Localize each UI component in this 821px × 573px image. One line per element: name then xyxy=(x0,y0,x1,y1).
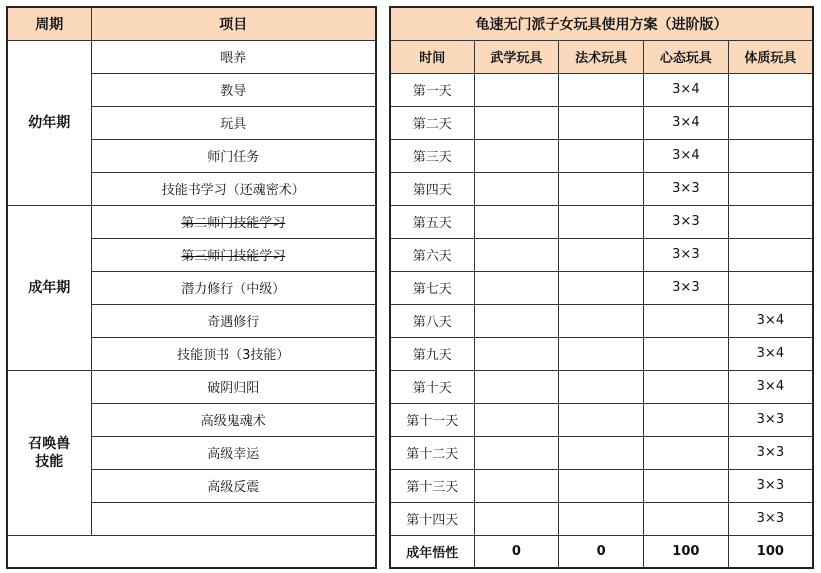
growth-period-table xyxy=(6,6,377,569)
day-cell: 第一天 xyxy=(390,73,474,106)
martial-cell xyxy=(474,436,559,469)
martial-cell xyxy=(474,271,559,304)
mind-cell: 3×3 xyxy=(644,238,729,271)
item-cell: 第三师门技能学习 xyxy=(91,238,376,271)
magic-cell xyxy=(559,205,644,238)
plan-row xyxy=(390,205,813,238)
total-label: 成年悟性 xyxy=(390,535,474,568)
plan-row xyxy=(390,73,813,106)
martial-cell xyxy=(474,139,559,172)
magic-cell xyxy=(559,73,644,106)
item-cell: 喂养 xyxy=(91,40,376,73)
martial-cell xyxy=(474,106,559,139)
period-summon-line1: 召唤兽 xyxy=(28,435,71,452)
physique-cell: 3×4 xyxy=(728,337,813,370)
physique-cell xyxy=(728,172,813,205)
day-cell: 第十四天 xyxy=(390,502,474,535)
day-cell: 第七天 xyxy=(390,271,474,304)
plan-row xyxy=(390,370,813,403)
mind-cell xyxy=(644,436,729,469)
physique-cell: 3×3 xyxy=(728,469,813,502)
empty-footer-cell xyxy=(7,535,376,568)
martial-cell xyxy=(474,403,559,436)
magic-cell xyxy=(559,304,644,337)
day-cell: 第八天 xyxy=(390,304,474,337)
mind-cell: 3×4 xyxy=(644,73,729,106)
mind-cell xyxy=(644,502,729,535)
mind-cell: 3×3 xyxy=(644,205,729,238)
period-summon-line2: 技能 xyxy=(35,453,64,470)
mind-cell: 3×4 xyxy=(644,106,729,139)
martial-cell xyxy=(474,469,559,502)
martial-cell xyxy=(474,238,559,271)
mind-cell: 3×3 xyxy=(644,172,729,205)
item-cell: 高级鬼魂术 xyxy=(91,403,376,436)
total-mind: 100 xyxy=(644,535,729,568)
physique-cell: 3×3 xyxy=(728,436,813,469)
toy-plan-table xyxy=(389,6,814,569)
day-cell: 第五天 xyxy=(390,205,474,238)
plan-row xyxy=(390,337,813,370)
plan-row xyxy=(390,403,813,436)
plan-rows xyxy=(390,73,813,535)
plan-row xyxy=(390,106,813,139)
physique-cell xyxy=(728,73,813,106)
item-cell: 高级幸运 xyxy=(91,436,376,469)
martial-cell xyxy=(474,370,559,403)
physique-cell xyxy=(728,139,813,172)
physique-cell: 3×4 xyxy=(728,370,813,403)
plan-title: 龟速无门派子女玩具使用方案（进阶版） xyxy=(390,7,813,40)
mind-cell xyxy=(644,403,729,436)
magic-cell xyxy=(559,238,644,271)
item-cell: 技能顶书（3技能） xyxy=(91,337,376,370)
item-cell: 师门任务 xyxy=(91,139,376,172)
item-cell: 破阴归阳 xyxy=(91,370,376,403)
day-cell: 第十一天 xyxy=(390,403,474,436)
plan-row xyxy=(390,502,813,535)
physique-cell: 3×3 xyxy=(728,502,813,535)
plan-row xyxy=(390,172,813,205)
physique-cell xyxy=(728,106,813,139)
header-period: 周期 xyxy=(7,7,91,40)
magic-cell xyxy=(559,106,644,139)
mind-cell xyxy=(644,304,729,337)
mind-cell xyxy=(644,337,729,370)
day-cell: 第十三天 xyxy=(390,469,474,502)
plan-row xyxy=(390,238,813,271)
physique-cell xyxy=(728,238,813,271)
mind-cell: 3×3 xyxy=(644,271,729,304)
item-cell: 潜力修行（中级） xyxy=(91,271,376,304)
period-juvenile: 幼年期 xyxy=(7,40,91,205)
physique-cell xyxy=(728,271,813,304)
plan-row xyxy=(390,139,813,172)
day-cell: 第三天 xyxy=(390,139,474,172)
day-cell: 第九天 xyxy=(390,337,474,370)
physique-cell: 3×4 xyxy=(728,304,813,337)
day-cell: 第十天 xyxy=(390,370,474,403)
col-header-physique: 体质玩具 xyxy=(728,40,813,73)
physique-cell xyxy=(728,205,813,238)
day-cell: 第二天 xyxy=(390,106,474,139)
item-cell: 高级反震 xyxy=(91,469,376,502)
col-header-time: 时间 xyxy=(390,40,474,73)
period-adult: 成年期 xyxy=(7,205,91,370)
total-physique: 100 xyxy=(728,535,813,568)
magic-cell xyxy=(559,337,644,370)
item-cell: 教导 xyxy=(91,73,376,106)
magic-cell xyxy=(559,139,644,172)
day-cell: 第四天 xyxy=(390,172,474,205)
item-cell xyxy=(91,502,376,535)
martial-cell xyxy=(474,337,559,370)
magic-cell xyxy=(559,502,644,535)
martial-cell xyxy=(474,502,559,535)
total-martial: 0 xyxy=(474,535,559,568)
col-header-martial: 武学玩具 xyxy=(474,40,559,73)
magic-cell xyxy=(559,469,644,502)
item-cell: 第二师门技能学习 xyxy=(91,205,376,238)
magic-cell xyxy=(559,370,644,403)
period-summon-skill xyxy=(7,370,91,535)
magic-cell xyxy=(559,436,644,469)
martial-cell xyxy=(474,304,559,337)
total-magic: 0 xyxy=(559,535,644,568)
item-cell: 玩具 xyxy=(91,106,376,139)
plan-row xyxy=(390,436,813,469)
mind-cell: 3×4 xyxy=(644,139,729,172)
martial-cell xyxy=(474,172,559,205)
header-item: 项目 xyxy=(91,7,376,40)
item-cell: 奇遇修行 xyxy=(91,304,376,337)
plan-row xyxy=(390,271,813,304)
col-header-magic: 法术玩具 xyxy=(559,40,644,73)
magic-cell xyxy=(559,172,644,205)
magic-cell xyxy=(559,403,644,436)
day-cell: 第六天 xyxy=(390,238,474,271)
martial-cell xyxy=(474,205,559,238)
mind-cell xyxy=(644,469,729,502)
plan-row xyxy=(390,469,813,502)
mind-cell xyxy=(644,370,729,403)
item-cell: 技能书学习（还魂密术） xyxy=(91,172,376,205)
col-header-mind: 心态玩具 xyxy=(644,40,729,73)
magic-cell xyxy=(559,271,644,304)
day-cell: 第十二天 xyxy=(390,436,474,469)
physique-cell: 3×3 xyxy=(728,403,813,436)
martial-cell xyxy=(474,73,559,106)
plan-row xyxy=(390,304,813,337)
